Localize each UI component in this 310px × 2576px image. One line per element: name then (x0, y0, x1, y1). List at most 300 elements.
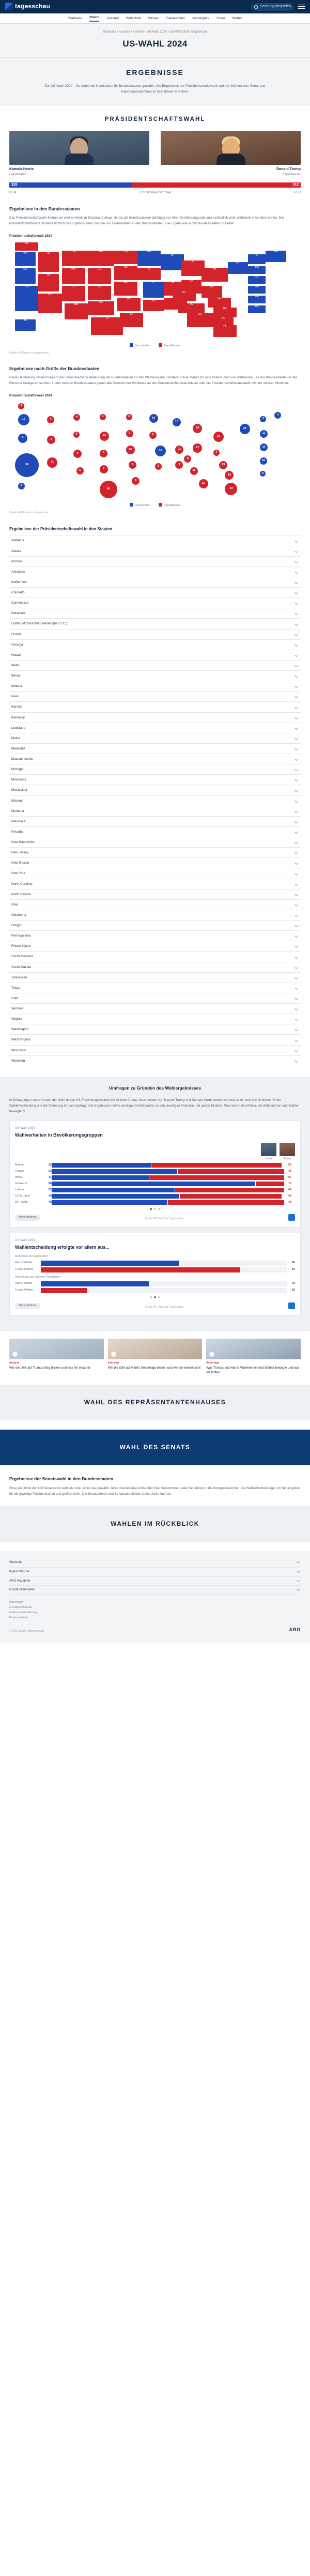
accordion-label: Mississippi (11, 788, 27, 792)
accordion-label: Nebraska (11, 819, 25, 823)
legend-dem: Demokraten (134, 344, 150, 347)
accordion-label: Colorado (11, 591, 25, 595)
map2-source: Quelle: AP/Edison u.a./tagesschau (9, 511, 49, 514)
accordion-item[interactable] (9, 577, 301, 588)
accordion-item[interactable] (9, 1035, 301, 1045)
legal-link[interactable]: Zu tagesschau.de (9, 1605, 32, 1609)
chevron-down-icon (295, 830, 298, 834)
chevron-down-icon (295, 747, 298, 750)
poll-rep-value: 43 (288, 1194, 292, 1198)
chevron-down-icon (295, 580, 298, 584)
poll-bar-row (15, 1281, 295, 1286)
article1-text: Das Präsidentschaftswahl-Instrument wird ermittelt im Electoral College. In das die Bundesstaaten abhängig von ihrer Bevölkerungszahl unterschiedlich viele Wahlleute entsenden dürfen. Der Präsidentschaftswahl ist damit letztlich das Ergebnis einer Summe von Einzelwahlen in den Bundesstaaten. Die Ergebnisse in den Bundesstaaten im Detail: (9, 216, 284, 226)
chevron-down-icon (295, 851, 298, 854)
map-legend (9, 343, 301, 348)
play-sendung-button[interactable] (251, 3, 294, 11)
accordion-item[interactable] (9, 993, 301, 1004)
play-icon[interactable] (111, 1352, 116, 1357)
rows-secondary-label: Ablehnung des anderen Kandidaten (15, 1276, 60, 1279)
more-info-button[interactable]: Mehr erfahren (15, 1215, 40, 1221)
accordion-item[interactable] (9, 702, 301, 712)
chevron-down-icon (295, 1038, 298, 1041)
chevron-down-icon (295, 986, 298, 990)
accordion-label: Nevada (11, 830, 23, 834)
accordion-label: Kentucky (11, 715, 25, 719)
chevron-down-icon (295, 737, 298, 740)
accordion-item[interactable] (9, 900, 301, 910)
accordion-label: Texas (11, 986, 20, 990)
poll-rep-value: 49 (288, 1200, 292, 1204)
teaser-card[interactable] (108, 1339, 203, 1375)
poll-candidate-name: Trump (283, 1157, 291, 1160)
accordion-item[interactable] (9, 535, 301, 546)
accordion-label: Alabama (11, 539, 24, 543)
card-title: Wahlverhalten in Bevölkerungsgruppen (15, 1132, 103, 1138)
chevron-down-icon (295, 539, 298, 542)
accordion-item[interactable] (9, 1014, 301, 1024)
poll-group-row (15, 1169, 295, 1174)
accordion-item[interactable] (9, 723, 301, 733)
candidate-harris[interactable] (9, 131, 149, 177)
electoral-bar-dem: 226 (9, 182, 132, 188)
polls-section (0, 1077, 310, 1332)
accordion-item[interactable] (9, 557, 301, 567)
chevron-down-icon (295, 684, 298, 688)
poll-bar-label: Harris-Wähler (15, 1261, 33, 1265)
party-label-dem: DEM (9, 191, 17, 195)
avatar (261, 1143, 276, 1156)
legend-rep: Republikaner (163, 503, 181, 507)
accordion-item[interactable] (9, 567, 301, 577)
chevron-down-icon (295, 653, 298, 657)
map1-title: Präsidentschaftswahl 2024 (9, 234, 53, 238)
chevron-down-icon (295, 674, 298, 678)
carousel-dots[interactable] (15, 1208, 295, 1210)
candidate-row (9, 131, 301, 177)
chevron-down-icon (295, 893, 298, 896)
share-icon[interactable] (288, 1302, 295, 1309)
accordion-item[interactable] (9, 931, 301, 941)
accordion-item[interactable] (9, 598, 301, 608)
accordion-item[interactable] (9, 890, 301, 900)
play-icon[interactable] (209, 1352, 214, 1357)
copyright: © ARD-aktuell / tagesschau.de (9, 1630, 45, 1633)
accordion-label: Arizona (11, 559, 23, 563)
teaser-thumbnail (9, 1339, 104, 1359)
chevron-down-icon (295, 944, 298, 948)
chevron-down-icon (297, 1587, 300, 1591)
accordion-label: North Dakota (11, 892, 31, 896)
accordion-item[interactable] (9, 983, 301, 993)
chevron-down-icon (295, 705, 298, 709)
chevron-down-icon (295, 996, 298, 1000)
chevron-down-icon (295, 570, 298, 574)
accordion-item[interactable] (9, 796, 301, 806)
polls-intro: In Befragungen vor und nach der Wahl haben US-Forschungsinstitute die Gründe für das Abschneiden von Donald Trump und Kamala Harris untersucht und auch nach den Gründen für die Wahlentscheidung und die Stimmung im Land gefragt. Die Ergebnisse helfen wichtige Anhaltspunkte zu den jeweiligen Faktoren und geben Einblick: Was waren die Motive, die Wählerinnen und Wähler bewegten? (9, 1098, 299, 1114)
accordion-label: Idaho (11, 663, 20, 667)
poll-bar-row (15, 1267, 295, 1272)
map2-title: Präsidentschaftswahl 2024 (9, 394, 53, 398)
footer-link-label: tagesschau.de (9, 1570, 30, 1573)
teaser-title: Wie die USA auf Trumps Sieg blicken und was ihn erwartet (9, 1366, 90, 1370)
chevron-down-icon (295, 1007, 298, 1010)
accordion-label: Michigan (11, 768, 25, 772)
chevron-down-icon (295, 976, 298, 979)
poll-rep-value: 46 (288, 1188, 292, 1191)
accordion-label: Kansas (11, 705, 23, 709)
footer-link-label: Rundfunkanstalten (9, 1588, 36, 1592)
poll-candidate-name: Harris (265, 1157, 272, 1160)
footer (0, 1551, 310, 1643)
accordion-item[interactable] (9, 733, 301, 744)
poll-bar-label: Harris-Wähler (15, 1282, 33, 1285)
avatar (280, 1143, 295, 1156)
accordion-label: Ohio (11, 902, 19, 907)
more-info-button[interactable]: Mehr erfahren (15, 1303, 40, 1309)
poll-bar-label: Trump-Wähler (15, 1289, 33, 1292)
house-section (0, 1385, 310, 1420)
footer-legal (9, 1600, 301, 1621)
chevron-down-icon (295, 1049, 298, 1052)
states-accordion (9, 535, 301, 1066)
accordion-item[interactable] (9, 608, 301, 619)
accordion-item[interactable] (9, 973, 301, 983)
accordion-item[interactable] (9, 681, 301, 692)
chevron-down-icon (295, 633, 298, 636)
accordion-label: New York (11, 871, 25, 876)
accordion-item[interactable] (9, 546, 301, 557)
accordion-item[interactable] (9, 817, 301, 827)
legend-dem: Demokraten (134, 503, 150, 507)
accordion-label: Arkansas (11, 570, 25, 574)
footer-link-label: Startseite (9, 1561, 23, 1565)
polls-title: Umfragen zu Gründen des Wahlergebnisses (109, 1085, 202, 1091)
footer-link[interactable] (9, 1568, 301, 1577)
chevron-down-icon (297, 1560, 300, 1563)
candidate-trump[interactable] (161, 131, 301, 177)
accordion-item[interactable] (9, 1046, 301, 1056)
poll-group-label: Frauen (15, 1169, 24, 1173)
accordion-item[interactable] (9, 952, 301, 962)
accordion-label: Illinois (11, 674, 21, 678)
accordion-label: New Hampshire (11, 840, 35, 845)
share-icon[interactable] (288, 1214, 295, 1221)
accordion-item[interactable] (9, 921, 301, 931)
play-icon[interactable] (12, 1352, 18, 1357)
page-title: US-WAHL 2024 (122, 38, 188, 49)
chevron-down-icon (295, 768, 298, 771)
poll-rep-value: 12 (288, 1182, 292, 1185)
accordion-item[interactable] (9, 744, 301, 754)
nav-item-wetter[interactable]: Wetter (232, 16, 242, 20)
accordion-label: South Dakota (11, 965, 32, 969)
accordion-label: Pennsylvania (11, 934, 31, 938)
chevron-down-icon (295, 778, 298, 781)
nav-item-inland[interactable]: Inland (89, 15, 99, 22)
teaser-grid (0, 1331, 310, 1375)
accordion-item[interactable] (9, 827, 301, 837)
poll-group-row (15, 1200, 295, 1205)
poll-card-voting-groups (9, 1121, 301, 1228)
accordion-item[interactable] (9, 879, 301, 890)
accordion-label: Iowa (11, 695, 19, 699)
article1-heading: Ergebnisse in den Bundesstaaten (9, 206, 80, 211)
legal-link[interactable]: Barrierefreiheit (9, 1616, 28, 1619)
footer-link-label: ARD-Angebote (9, 1579, 30, 1583)
accordion-item[interactable] (9, 650, 301, 661)
accordion-label: Missouri (11, 799, 24, 803)
accordion-label: District of Columbia (Washington D.C.) (11, 622, 67, 626)
poll-group-row (15, 1188, 295, 1192)
accordion-label: Oregon (11, 924, 23, 928)
nav-item-wissen[interactable]: Wissen (148, 16, 160, 20)
card-kicker: US-Wahl 2024 (15, 1127, 35, 1130)
legend-rep: Republikaner (163, 344, 181, 347)
article2-heading: Ergebnisse nach Größe der Bundesstaaten (9, 365, 100, 371)
chevron-down-icon (295, 788, 298, 792)
chevron-down-icon (295, 903, 298, 907)
candidate-party: Republikaner (282, 173, 301, 176)
chevron-down-icon (295, 591, 298, 594)
poll-candidate-harris (261, 1143, 276, 1161)
poll-dem-value: 54 (48, 1194, 52, 1198)
avatar (9, 131, 149, 165)
footer-link[interactable] (9, 1586, 301, 1595)
accordion-label: Massachusetts (11, 757, 33, 761)
accordion-label: North Carolina (11, 882, 33, 886)
house-title: WAHL DES REPRÄSENTANTENHAUSES (84, 1398, 226, 1406)
chevron-down-icon (295, 913, 298, 917)
nav-item-wirtschaft[interactable]: Wirtschaft (126, 16, 141, 20)
accordion-item[interactable] (9, 1004, 301, 1014)
logo-icon (5, 3, 13, 10)
ard-logo[interactable]: ARD (289, 1627, 301, 1633)
burger-icon[interactable] (298, 5, 305, 9)
accordion-label: New Jersey (11, 851, 28, 855)
poll-dem-value: 41 (48, 1175, 52, 1179)
brand-logo[interactable] (5, 2, 50, 11)
poll-bar-value: 19 (291, 1289, 295, 1292)
accordion-item[interactable] (9, 1024, 301, 1035)
nav-item-faktenfinder[interactable]: Faktenfinder (166, 16, 185, 20)
card-source: Quelle: AP VoteCast / tagesschau (145, 1306, 184, 1309)
poll-group-row (15, 1194, 295, 1199)
poll-dem-value: 86 (48, 1182, 52, 1185)
chevron-down-icon (295, 1028, 298, 1031)
senate-section (0, 1430, 310, 1465)
teaser-kicker: Analyse (9, 1361, 20, 1365)
accordion-item[interactable] (9, 754, 301, 764)
teaser-title: Wie die USA auf Harris' Niederlage blicken und wie sie weitermacht (107, 1366, 200, 1370)
accordion-label: Connecticut (11, 601, 29, 605)
chevron-down-icon (295, 955, 298, 958)
accordion-item[interactable] (9, 1056, 301, 1066)
avatar (161, 131, 301, 165)
chevron-down-icon (295, 611, 298, 615)
accordion-item[interactable] (9, 661, 301, 671)
poll-group-label: 65+ Jahre (15, 1200, 28, 1204)
accordion-label: Minnesota (11, 778, 27, 782)
party-label-rep: REP (294, 191, 301, 195)
breadcrumb[interactable]: Startseite › Ausland › Amerika › US-Wahl 2024 › US-Wahl 2024: Ergebnisse (103, 30, 207, 34)
chevron-down-icon (295, 560, 298, 563)
poll-group-row (15, 1163, 295, 1168)
poll-rep-value: 55 (288, 1163, 292, 1167)
carousel-dots[interactable] (15, 1296, 295, 1298)
brand-name: tagesschau (15, 3, 51, 10)
accordion-label: Montana (11, 809, 24, 813)
intro-band (0, 58, 310, 105)
chevron-down-icon (295, 622, 298, 625)
senate-article-text: Etwa ein Drittel der 100 Senatssitze wird alle zwei Jahre neu gewählt. Jeder Bundesstaat entsendet zwei Senatorinnen oder Senatoren in die Kongresskammer. Die Wahlentscheidungen im Senat gelten für die jeweilige Präsidentschaft und greifen tiefer: Die Senatorinnen und Senatoren bleiben sechs Jahre im Amt. (9, 1486, 300, 1496)
accordion-item[interactable] (9, 764, 301, 775)
accordion-item[interactable] (9, 692, 301, 702)
states-accordion-title: Ergebnisse der Präsidentschaftswahl in den Staaten (9, 526, 113, 531)
accordion-item[interactable] (9, 630, 301, 640)
chevron-down-icon (295, 861, 298, 865)
accordion-label: Vermont (11, 1007, 24, 1011)
accordion-item[interactable] (9, 671, 301, 681)
electoral-bar-rep: 312 (132, 182, 301, 188)
accordion-item[interactable] (9, 775, 301, 785)
play-icon (254, 5, 258, 9)
legal-link[interactable]: Datenschutzerklärung (9, 1611, 37, 1614)
teaser-kicker: Interview (107, 1361, 119, 1365)
nav-item-startseite[interactable]: Startseite (68, 16, 83, 20)
chevron-down-icon (295, 643, 298, 647)
accordion-item[interactable] (9, 713, 301, 723)
nav-item-video[interactable]: Video (216, 16, 225, 20)
retro-title: WAHLEN IM RÜCKBLICK (111, 1520, 199, 1527)
nav-item-investigativ[interactable]: Investigativ (192, 16, 209, 20)
poll-dem-value: 49 (48, 1200, 52, 1204)
accordion-label: New Mexico (11, 861, 29, 865)
accordion-item[interactable] (9, 619, 301, 629)
us-map-choropleth[interactable]: WA OR CA ID NV AZ MT WY UT NM CO ND KS OK TX SD NE MO AR LA MN IA IL MS WI IN MI OH KY TN GA PA WV VA NC SC FL NY VT ME MA NJ MD DE DC HI AK (9, 241, 301, 339)
chevron-down-icon (295, 809, 298, 813)
footer-link[interactable] (9, 1558, 301, 1568)
poll-group-label: Latinos (15, 1188, 24, 1191)
legal-link[interactable]: Impressum (9, 1600, 24, 1604)
chevron-down-icon (295, 924, 298, 927)
chevron-down-icon (295, 799, 298, 803)
poll-group-label: Schwarze (15, 1182, 28, 1185)
chevron-down-icon (295, 757, 298, 761)
chevron-down-icon (295, 549, 298, 553)
card-title: Wahlentscheidung erfolgte vor allem aus... (15, 1245, 110, 1250)
accordion-label: Oklahoma (11, 913, 26, 917)
article2-text: Diese Darstellung veranschaulicht die unterschiedliche Bedeutung der Bundesstaaten für den Wahlausgang. Größere Kreise stehen für eine höhere Zahl von Wahlleuten. Die der Bundesstaaten in das Electoral College entsenden. In den meisten Bundesstaaten gehen alle Stimmen der Wahlleute an den Präsidentschaftskandidaten oder die Präsidentschaftskandidatin mit den meisten Stimmen. (9, 376, 298, 386)
accordion-item[interactable] (9, 806, 301, 817)
accordion-label: South Carolina (11, 955, 33, 959)
chevron-down-icon (295, 871, 298, 875)
poll-candidate-trump (280, 1143, 295, 1161)
teaser-kicker: Reportage (206, 1361, 220, 1365)
accordion-item[interactable] (9, 910, 301, 921)
poll-bar-value: 81 (291, 1268, 295, 1271)
accordion-label: Indiana (11, 684, 22, 688)
accordion-item[interactable] (9, 785, 301, 795)
poll-bar-value: 44 (291, 1282, 295, 1285)
accordion-label: Florida (11, 632, 22, 636)
teaser-card[interactable] (206, 1339, 301, 1375)
chevron-down-icon (295, 820, 298, 823)
presidential-title: PRÄSIDENTSCHAFTSWAHL (104, 116, 206, 122)
chevron-down-icon (295, 716, 298, 719)
accordion-label: Washington (11, 1028, 29, 1032)
map1-source: Quelle: AP/Edison u.a./tagesschau (9, 351, 49, 355)
accordion-item[interactable] (9, 868, 301, 879)
accordion-item[interactable] (9, 837, 301, 848)
accordion-label: Kalifornien (11, 580, 27, 584)
accordion-item[interactable] (9, 640, 301, 650)
nav-item-ausland[interactable]: Ausland (106, 16, 119, 20)
accordion-label: Hawaii (11, 653, 21, 657)
page-header (0, 24, 310, 58)
chevron-down-icon (297, 1569, 300, 1573)
rows-primary-label: Motivation der Wählenden (15, 1255, 48, 1259)
chevron-down-icon (295, 934, 298, 938)
teaser-title: Was Trumps und Harris' Wählerinnen und Wähler bewegte und was sie hoffen (206, 1366, 300, 1374)
chevron-down-icon (295, 726, 298, 730)
accordion-label: Wisconsin (11, 1048, 26, 1052)
accordion-label: Delaware (11, 611, 25, 616)
card-source: Quelle: AP VoteCast / tagesschau (145, 1217, 184, 1221)
poll-bar-value: 56 (291, 1261, 295, 1265)
electoral-bar (9, 181, 301, 195)
footer-link[interactable] (9, 1577, 301, 1586)
accordion-item[interactable] (9, 848, 301, 858)
presidential-section (0, 115, 310, 1066)
accordion-label: Tennessee (11, 975, 27, 979)
chevron-down-icon (295, 664, 298, 667)
teaser-card[interactable] (9, 1339, 104, 1375)
accordion-item[interactable] (9, 588, 301, 598)
chevron-down-icon (295, 840, 298, 844)
poll-bar-row (15, 1288, 295, 1293)
candidate-party: Demokraten (9, 173, 26, 176)
senate-article (0, 1476, 310, 1496)
top-bar (0, 0, 310, 13)
accordion-label: Rhode Island (11, 944, 31, 948)
candidate-name: Kamala Harris (9, 167, 34, 172)
poll-dem-value: 53 (48, 1169, 52, 1173)
candidate-name: Donald Trump (276, 167, 301, 172)
accordion-label: Maryland (11, 746, 25, 750)
intro-heading: ERGEBNISSE (126, 68, 184, 77)
senate-title: WAHL DES SENATS (119, 1444, 191, 1451)
accordion-label: Wyoming (11, 1059, 25, 1063)
play-sendung-label: Sendung abspielen (260, 4, 291, 8)
chevron-down-icon (295, 965, 298, 969)
poll-group-label: 18-29 Jahre (15, 1194, 30, 1198)
poll-group-label: Männer (15, 1163, 25, 1167)
main-nav (0, 13, 310, 24)
poll-rep-value: 45 (288, 1169, 292, 1173)
senate-article-heading: Ergebnisse der Senatswahl in den Bundesstaaten (9, 1476, 114, 1482)
teaser-thumbnail (206, 1339, 301, 1359)
poll-group-row (15, 1182, 295, 1186)
card-kicker: US-Wahl 2024 (15, 1239, 35, 1243)
accordion-item[interactable] (9, 962, 301, 973)
chevron-down-icon (295, 695, 298, 698)
accordion-label: Maine (11, 736, 21, 740)
accordion-item[interactable] (9, 858, 301, 868)
us-map-bubbles[interactable]: 12 8 54 4 6 11 4 3 6 5 10 3 6 7 40 3 5 10 6 8 10 6 19 6 10 11 9 15 17 8 11 16 19 4 13 16 30 28 3 4 11 14 10 3 4 3 (9, 401, 301, 499)
poll-group-label: Weiße (15, 1175, 23, 1179)
accordion-item[interactable] (9, 941, 301, 952)
poll-dem-value: 52 (48, 1188, 52, 1191)
